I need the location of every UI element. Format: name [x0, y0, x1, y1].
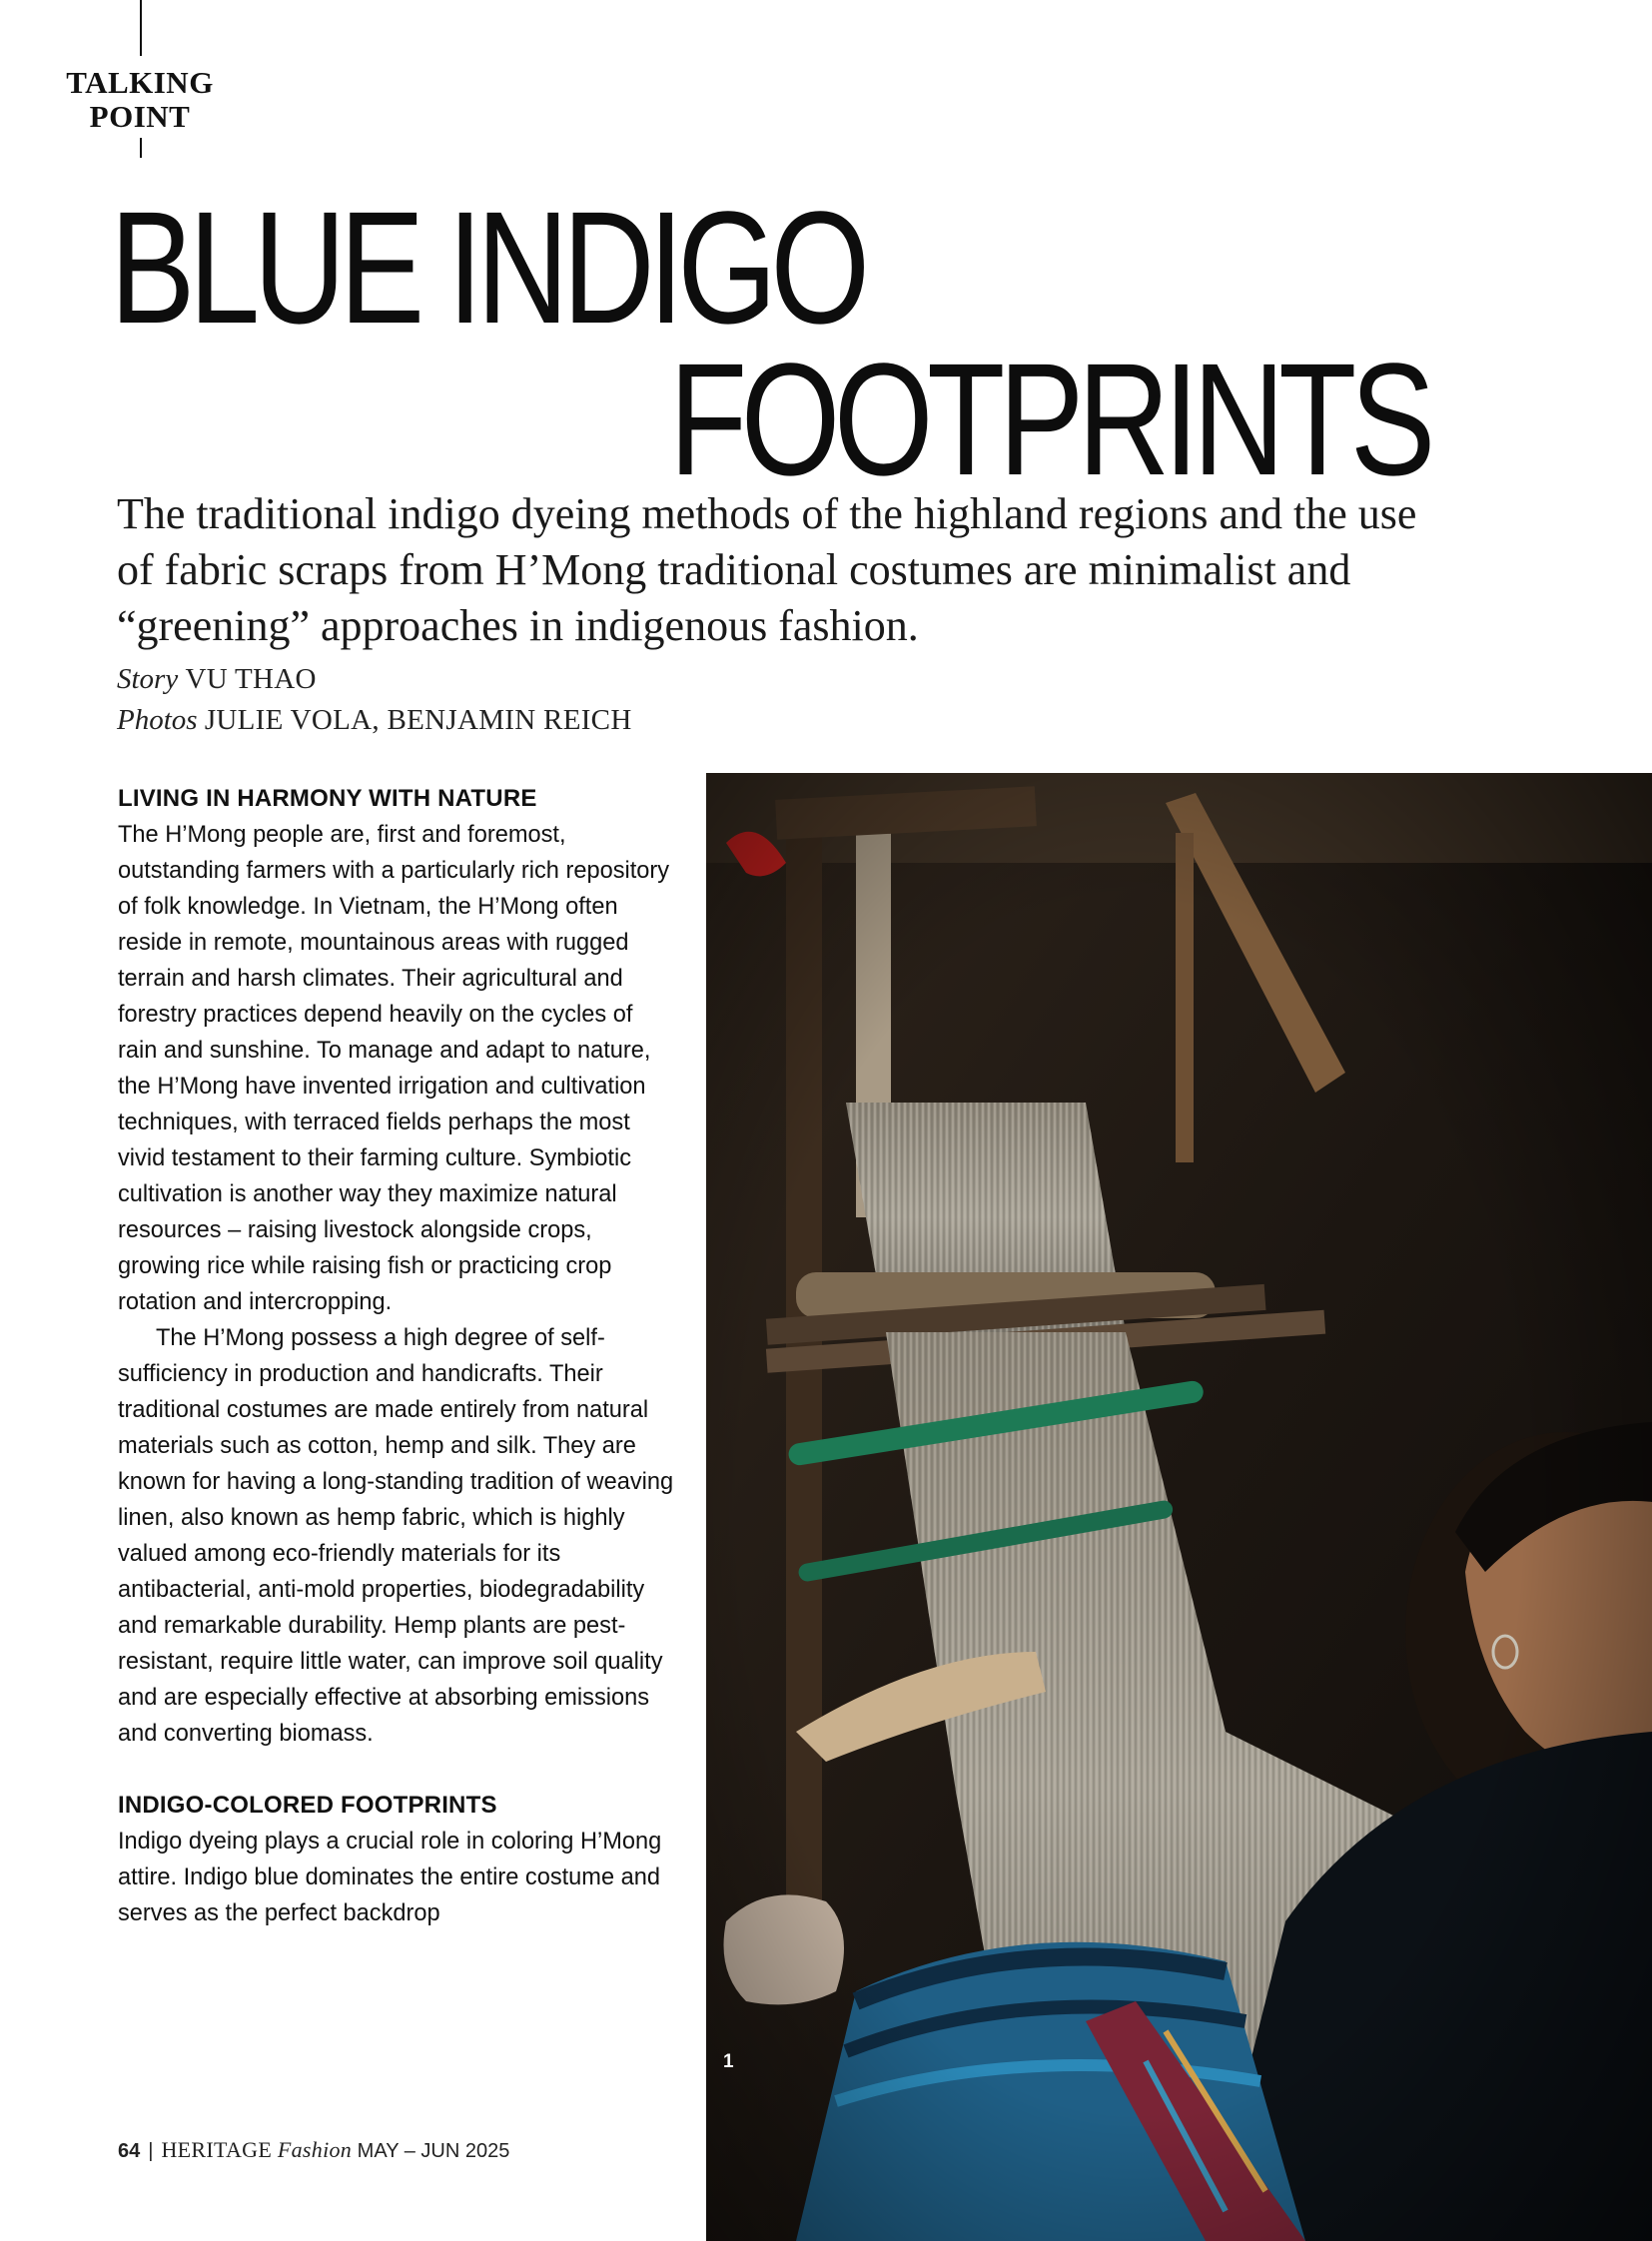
- photo-number: 1: [723, 2051, 734, 2072]
- section-tag: [40, 66, 240, 134]
- page-number: 64: [118, 2140, 141, 2162]
- magazine-section: Fashion: [277, 2137, 353, 2162]
- headline-line2: FOOTPRINTS: [669, 330, 1429, 508]
- headline-line1: BLUE INDIGO: [110, 178, 864, 357]
- story-author: VU THAO: [185, 663, 317, 695]
- section-divider-top: [140, 0, 142, 56]
- article-column: [118, 781, 677, 1931]
- section-tag-line1: TALKING: [66, 65, 214, 100]
- section-divider-bottom: [140, 138, 142, 158]
- footer-separator: |: [148, 2140, 154, 2162]
- loom-photo: [706, 773, 1652, 2241]
- page-footer: [118, 2137, 509, 2163]
- byline: [117, 659, 1016, 741]
- deck-subtitle: The traditional indigo dyeing methods of the highland regions and the use of fabric scraps from H’Mong traditional costumes are minimalist and “greening” approaches in indigenous fashion.: [117, 489, 1417, 650]
- story-label: Story: [117, 663, 179, 695]
- section-heading-indigo: INDIGO-COLORED FOOTPRINTS: [118, 1792, 497, 1819]
- paragraph-3: Indigo dyeing plays a crucial role in coloring H’Mong attire. Indigo blue dominates the entire costume and serves as the perfect backdrop: [118, 1829, 662, 1926]
- story-credit: [117, 659, 1016, 700]
- magazine-name: [161, 2137, 352, 2162]
- section-heading-harmony: LIVING IN HARMONY WITH NATURE: [118, 785, 537, 812]
- photos-label: Photos: [117, 704, 198, 736]
- section-tag-line2: POINT: [89, 99, 191, 134]
- issue-date: MAY – JUN 2025: [357, 2140, 510, 2162]
- paragraph-1: The H’Mong people are, first and foremost, outstanding farmers with a particularly rich repository of folk knowledge. In Vietnam, the H’Mong often reside in remote, mountainous areas with rugged terrain and harsh climates. Their agricultural and forestry practices depend heavily on the cycles of rain and sunshine. To manage and adapt to nature, the H’Mong have invented irrigation and cultivation techniques, with terraced fields perhaps the most vivid testament to their farming culture. Symbiotic cultivation is another way they maximize natural resources – raising livestock alongside crops, growing rice while raising fish or practicing crop rotation and intercropping.: [118, 822, 670, 1315]
- paragraph-2: The H’Mong possess a high degree of self-sufficiency in production and handicrafts. Their traditional costumes are made entirely from natural materials such as cotton, hemp and silk. They are known for having a long-standing tradition of weaving linen, also known as hemp fabric, which is highly valued among eco-friendly materials for its antibacterial, anti-mold properties, biodegradability and remarkable durability. Hemp plants are pest-resistant, require little water, can improve soil quality and are especially effective at absorbing emissions and converting biomass.: [118, 1325, 674, 1747]
- photographers: JULIE VOLA, BENJAMIN REICH: [204, 704, 632, 736]
- magazine-title: HERITAGE: [161, 2137, 273, 2162]
- photo-credit: [117, 700, 1016, 741]
